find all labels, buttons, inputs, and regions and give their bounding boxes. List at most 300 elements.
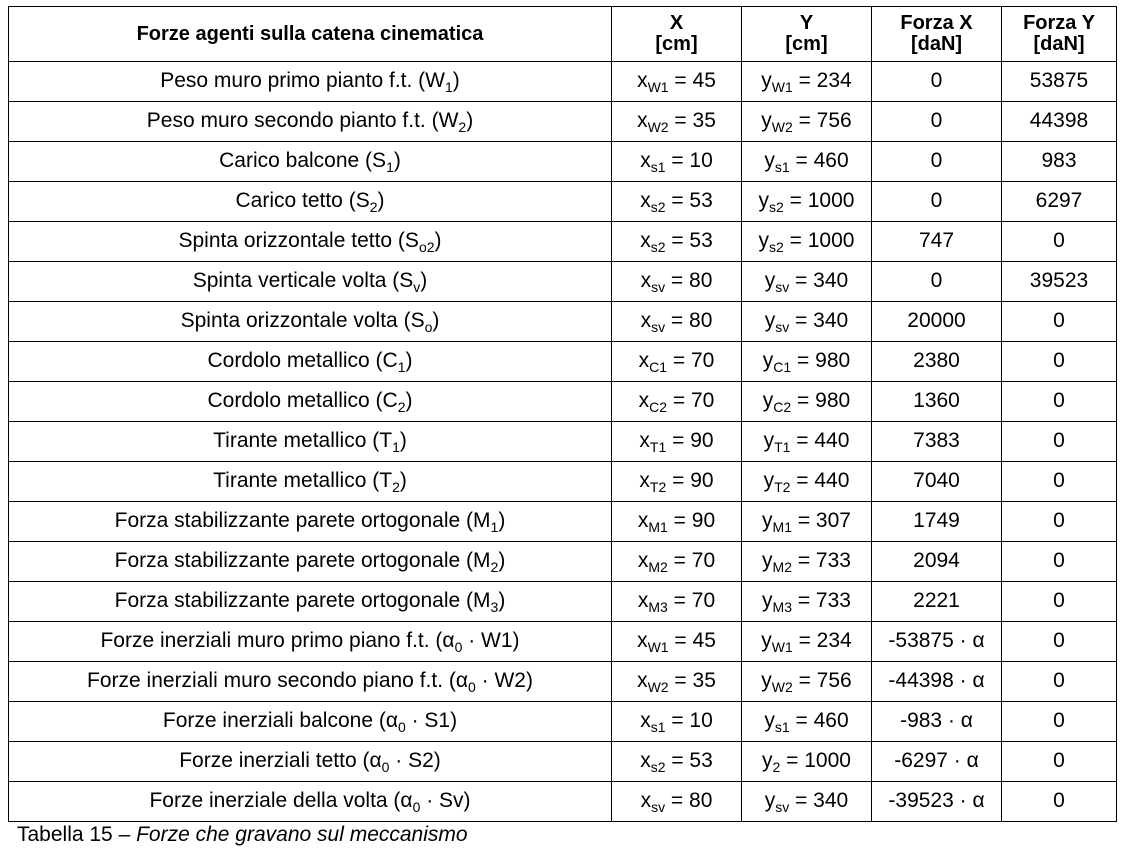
force-y-cell (1002, 222, 1117, 262)
force-y-cell (1002, 102, 1117, 142)
force-name: Spinta orizzontale volta (S (180, 309, 425, 333)
force-x-value: 1360 (913, 389, 960, 413)
x-value: = 70 (667, 349, 715, 373)
y-subscript: s1 (774, 159, 790, 176)
force-y-value: 0 (1053, 549, 1065, 573)
table-row (9, 62, 1117, 102)
y-cell (742, 342, 872, 382)
y-cell (742, 502, 872, 542)
y-value: = 307 (791, 509, 851, 533)
force-y-cell (1002, 742, 1117, 782)
y-value: = 733 (791, 589, 851, 613)
y-subscript: M1 (772, 519, 792, 536)
force-name: Carico balcone (S (219, 149, 387, 173)
force-name-cell (9, 702, 612, 742)
x-value: = 53 (665, 749, 713, 773)
x-variable: x (640, 149, 651, 173)
x-cell (612, 142, 742, 182)
x-variable: x (640, 309, 652, 333)
force-x-value: 0 (930, 109, 943, 133)
header-force-y-unit: [daN] (1033, 33, 1085, 55)
x-variable: x (637, 69, 648, 93)
x-subscript: C2 (649, 399, 668, 416)
force-y-cell (1002, 542, 1117, 582)
y-value: = 1000 (780, 749, 851, 773)
force-x-value: 2221 (913, 589, 960, 613)
force-name-end: ) (405, 389, 413, 413)
table-row (9, 662, 1117, 702)
y-value: = 460 (789, 149, 849, 173)
y-variable: y (763, 469, 775, 493)
y-cell (742, 622, 872, 662)
x-subscript: s2 (650, 239, 666, 256)
force-x-value: 7040 (913, 469, 960, 493)
force-name: Tirante metallico (T (213, 429, 393, 453)
header-force-y (1002, 7, 1117, 62)
header-x-unit: [cm] (655, 33, 698, 55)
force-name: Forza stabilizzante parete ortogonale (M (114, 509, 491, 533)
table-row (9, 142, 1117, 182)
force-y-cell (1002, 462, 1117, 502)
y-value: = 234 (792, 69, 852, 93)
table-header (9, 7, 1117, 62)
y-subscript: C2 (773, 399, 792, 416)
x-variable: x (637, 509, 649, 533)
force-name-subscript: 0 (412, 799, 421, 816)
header-force-x-unit: [daN] (910, 33, 963, 55)
x-cell (612, 222, 742, 262)
y-variable: y (762, 509, 773, 533)
force-x-value: 2380 (913, 349, 960, 373)
force-name-subscript: o (424, 319, 433, 336)
header-forces-label: Forze agenti sulla catena cinematica (136, 22, 484, 45)
y-variable: y (758, 189, 770, 213)
y-subscript: W1 (771, 79, 793, 96)
force-name-end: ) (432, 309, 440, 333)
force-name-end: ) (498, 589, 506, 613)
force-x-value: 1749 (913, 509, 960, 533)
x-subscript: sv (651, 319, 666, 336)
force-name-end: · W1) (462, 629, 520, 653)
force-x-value: 20000 (907, 309, 966, 333)
force-name-cell (9, 502, 612, 542)
x-subscript: M3 (648, 599, 668, 616)
y-variable: y (761, 109, 772, 133)
table-row (9, 182, 1117, 222)
y-variable: y (764, 149, 775, 173)
y-variable: y (764, 309, 776, 333)
x-cell (612, 662, 742, 702)
header-force-x-label: Forza X (900, 12, 973, 34)
header-force-x (872, 7, 1002, 62)
y-subscript: T1 (774, 439, 791, 456)
force-name-end: · Sv) (420, 789, 471, 813)
force-name-end: · S2) (389, 749, 441, 773)
x-cell (612, 742, 742, 782)
y-variable: y (763, 429, 775, 453)
force-y-value: 0 (1053, 429, 1065, 453)
force-name-subscript: 2 (369, 199, 378, 216)
force-name-end: ) (399, 469, 407, 493)
x-value: = 80 (665, 309, 713, 333)
force-name-end: ) (498, 549, 506, 573)
force-y-value: 983 (1041, 149, 1077, 173)
force-name-end: ) (393, 149, 401, 173)
force-name-cell (9, 182, 612, 222)
x-subscript: sv (651, 279, 666, 296)
x-variable: x (640, 749, 651, 773)
y-cell (742, 62, 872, 102)
x-variable: x (638, 389, 650, 413)
force-name-subscript: 2 (397, 399, 406, 416)
y-variable: y (762, 549, 773, 573)
force-y-cell (1002, 502, 1117, 542)
x-value: = 10 (665, 149, 713, 173)
x-value: = 90 (666, 429, 714, 453)
force-name-cell (9, 422, 612, 462)
x-cell (612, 542, 742, 582)
y-cell (742, 382, 872, 422)
x-subscript: W2 (647, 119, 669, 136)
force-x-cell (872, 662, 1002, 702)
x-variable: x (640, 229, 651, 253)
force-x-value: 2094 (913, 549, 960, 573)
table-row (9, 702, 1117, 742)
y-subscript: 2 (772, 759, 781, 776)
x-variable: x (640, 269, 652, 293)
x-cell (612, 702, 742, 742)
x-variable: x (639, 429, 650, 453)
y-subscript: M2 (772, 559, 792, 576)
force-name-cell (9, 742, 612, 782)
force-y-value: 0 (1053, 629, 1065, 653)
force-x-cell (872, 622, 1002, 662)
x-variable: x (637, 109, 648, 133)
header-x-label: X (669, 12, 684, 34)
table-row (9, 342, 1117, 382)
force-name-subscript: 1 (397, 359, 406, 376)
y-variable: y (761, 669, 772, 693)
force-name-cell (9, 542, 612, 582)
y-subscript: W2 (771, 679, 793, 696)
header-x (612, 7, 742, 62)
y-cell (742, 302, 872, 342)
table-row (9, 582, 1117, 622)
force-name-subscript: o2 (418, 239, 435, 256)
force-y-value: 6297 (1035, 189, 1083, 213)
x-cell (612, 622, 742, 662)
force-name-cell (9, 582, 612, 622)
force-name-cell (9, 662, 612, 702)
force-name-end: ) (420, 269, 428, 293)
force-y-value: 39523 (1029, 269, 1089, 293)
force-x-value: 0 (930, 189, 943, 213)
force-x-cell (872, 782, 1002, 822)
x-variable: x (640, 789, 652, 813)
x-cell (612, 462, 742, 502)
force-name: Forze inerziali muro secondo piano f.t. (α (87, 669, 469, 693)
y-value: = 980 (791, 349, 851, 373)
force-name-subscript: 0 (468, 679, 476, 696)
force-y-cell (1002, 262, 1117, 302)
force-x-value: -983 · α (900, 709, 973, 733)
y-variable: y (762, 389, 774, 413)
x-subscript: M1 (648, 519, 668, 536)
force-name: Forze inerziale della volta (α (149, 789, 413, 813)
y-cell (742, 222, 872, 262)
x-value: = 80 (665, 789, 713, 813)
force-name-subscript: 2 (490, 559, 499, 576)
x-value: = 35 (668, 669, 716, 693)
force-x-cell (872, 142, 1002, 182)
force-name: Spinta verticale volta (S (192, 269, 414, 293)
force-name-subscript: 1 (392, 439, 400, 456)
y-value: = 1000 (783, 229, 855, 253)
force-name-subscript: 0 (454, 639, 463, 656)
force-name-subscript: 1 (444, 79, 453, 96)
y-value: = 733 (791, 549, 851, 573)
x-subscript: T2 (649, 479, 667, 496)
force-x-value: -53875 · α (888, 629, 985, 653)
force-name: Peso muro primo pianto f.t. (W (160, 69, 445, 93)
x-cell (612, 582, 742, 622)
force-name: Tirante metallico (T (213, 469, 393, 493)
x-cell (612, 302, 742, 342)
y-cell (742, 662, 872, 702)
y-value: = 460 (789, 709, 849, 733)
force-y-value: 44398 (1029, 109, 1089, 133)
force-y-cell (1002, 782, 1117, 822)
table-row (9, 782, 1117, 822)
force-x-value: -39523 · α (888, 789, 985, 813)
force-y-cell (1002, 182, 1117, 222)
header-y (742, 7, 872, 62)
y-subscript: sv (775, 799, 790, 816)
force-x-value: 7383 (913, 429, 960, 453)
x-cell (612, 382, 742, 422)
y-subscript: M3 (772, 599, 792, 616)
force-name-end: ) (405, 349, 413, 373)
caption-text: Forze che gravano sul meccanismo (136, 823, 468, 846)
table-row (9, 222, 1117, 262)
header-row (9, 7, 1117, 62)
table-body (9, 62, 1117, 822)
y-subscript: W1 (771, 639, 793, 656)
y-cell (742, 702, 872, 742)
force-name: Cordolo metallico (C (207, 389, 398, 413)
x-value: = 45 (668, 629, 716, 653)
force-y-cell (1002, 382, 1117, 422)
force-name-end: ) (434, 229, 442, 253)
y-cell (742, 262, 872, 302)
table-row (9, 742, 1117, 782)
force-name-end: ) (399, 429, 407, 453)
force-name-cell (9, 222, 612, 262)
x-subscript: W2 (647, 679, 669, 696)
x-cell (612, 182, 742, 222)
x-variable: x (637, 629, 648, 653)
y-cell (742, 182, 872, 222)
force-x-cell (872, 342, 1002, 382)
table-row (9, 262, 1117, 302)
table-row (9, 302, 1117, 342)
y-cell (742, 422, 872, 462)
force-x-cell (872, 502, 1002, 542)
table-row (9, 102, 1117, 142)
force-x-cell (872, 62, 1002, 102)
force-name-cell (9, 302, 612, 342)
force-x-cell (872, 542, 1002, 582)
table-row (9, 422, 1117, 462)
force-y-cell (1002, 622, 1117, 662)
force-name-subscript: 2 (392, 479, 400, 496)
x-cell (612, 62, 742, 102)
x-cell (612, 782, 742, 822)
x-value: = 53 (665, 189, 713, 213)
force-name-subscript: 1 (490, 519, 499, 536)
force-name-cell (9, 782, 612, 822)
x-cell (612, 342, 742, 382)
x-value: = 70 (667, 589, 716, 613)
y-variable: y (762, 749, 773, 773)
force-name: Forza stabilizzante parete ortogonale (M (114, 589, 491, 613)
x-value: = 45 (668, 69, 716, 93)
force-x-value: -44398 · α (888, 669, 985, 693)
x-variable: x (638, 349, 650, 373)
force-x-cell (872, 182, 1002, 222)
y-variable: y (762, 589, 773, 613)
y-value: = 980 (791, 389, 851, 413)
force-name-cell (9, 622, 612, 662)
force-y-cell (1002, 662, 1117, 702)
y-value: = 1000 (783, 189, 855, 213)
x-value: = 70 (667, 389, 715, 413)
force-name-subscript: 3 (490, 599, 499, 616)
y-value: = 340 (789, 269, 849, 293)
force-name: Carico tetto (S (235, 189, 370, 213)
force-y-value: 0 (1053, 389, 1065, 413)
force-x-cell (872, 742, 1002, 782)
header-y-label: Y (799, 12, 814, 34)
x-cell (612, 102, 742, 142)
force-name-subscript: 2 (458, 119, 467, 136)
x-subscript: s2 (650, 759, 666, 776)
y-subscript: W2 (771, 119, 793, 136)
x-value: = 10 (665, 709, 713, 733)
x-subscript: W1 (647, 79, 669, 96)
force-x-cell (872, 382, 1002, 422)
y-subscript: T2 (774, 479, 791, 496)
y-cell (742, 542, 872, 582)
force-name-cell (9, 62, 612, 102)
force-name-end: · W2) (475, 669, 533, 693)
force-name-cell (9, 382, 612, 422)
x-value: = 70 (667, 549, 716, 573)
force-y-value: 0 (1053, 469, 1065, 493)
y-variable: y (764, 269, 776, 293)
x-variable: x (640, 189, 651, 213)
y-subscript: s2 (769, 239, 784, 256)
x-subscript: C1 (649, 359, 668, 376)
y-cell (742, 102, 872, 142)
table-row (9, 382, 1117, 422)
force-name-subscript: 0 (397, 719, 406, 736)
force-name: Spinta orizzontale tetto (S (178, 229, 419, 253)
force-y-value: 0 (1053, 229, 1065, 253)
force-name-subscript: v (413, 279, 421, 296)
caption-prefix: Tabella 15 – (17, 823, 137, 846)
x-subscript: M2 (648, 559, 668, 576)
y-variable: y (761, 629, 772, 653)
y-value: = 234 (792, 629, 852, 653)
force-name-cell (9, 102, 612, 142)
y-variable: y (762, 349, 774, 373)
force-x-cell (872, 582, 1002, 622)
force-name: Forze inerziali muro primo piano f.t. (α (100, 629, 455, 653)
force-x-cell (872, 302, 1002, 342)
y-cell (742, 462, 872, 502)
force-x-cell (872, 462, 1002, 502)
y-cell (742, 142, 872, 182)
force-name-cell (9, 142, 612, 182)
force-x-value: 747 (918, 229, 955, 253)
force-x-value: -6297 · α (894, 749, 979, 773)
x-value: = 53 (665, 229, 713, 253)
y-value: = 756 (792, 109, 852, 133)
y-subscript: s2 (769, 199, 784, 216)
force-y-value: 0 (1053, 509, 1065, 533)
force-x-cell (872, 702, 1002, 742)
y-variable: y (764, 789, 776, 813)
table-caption (17, 823, 468, 847)
force-name-cell (9, 262, 612, 302)
x-subscript: sv (651, 799, 666, 816)
force-name: Forza stabilizzante parete ortogonale (M (114, 549, 491, 573)
x-subscript: s1 (650, 719, 666, 736)
force-y-cell (1002, 422, 1117, 462)
y-variable: y (764, 709, 775, 733)
y-value: = 440 (790, 429, 850, 453)
force-y-cell (1002, 302, 1117, 342)
force-name: Cordolo metallico (C (207, 349, 398, 373)
force-name-end: ) (466, 109, 474, 133)
force-name-end: ) (377, 189, 385, 213)
force-name: Forze inerziali balcone (α (162, 709, 398, 733)
x-cell (612, 502, 742, 542)
force-name-end: ) (452, 69, 460, 93)
table-row (9, 542, 1117, 582)
x-subscript: s2 (650, 199, 666, 216)
force-x-cell (872, 222, 1002, 262)
x-subscript: W1 (647, 639, 669, 656)
force-name-cell (9, 462, 612, 502)
x-variable: x (637, 669, 648, 693)
force-y-value: 0 (1053, 709, 1065, 733)
force-x-cell (872, 262, 1002, 302)
y-cell (742, 782, 872, 822)
force-x-cell (872, 422, 1002, 462)
force-y-cell (1002, 582, 1117, 622)
y-subscript: s1 (774, 719, 790, 736)
y-value: = 340 (789, 309, 849, 333)
y-cell (742, 582, 872, 622)
force-y-value: 0 (1053, 589, 1065, 613)
x-subscript: T1 (649, 439, 667, 456)
force-x-cell (872, 102, 1002, 142)
force-name: Forze inerziali tetto (α (179, 749, 382, 773)
y-value: = 340 (789, 789, 849, 813)
x-value: = 90 (667, 509, 716, 533)
